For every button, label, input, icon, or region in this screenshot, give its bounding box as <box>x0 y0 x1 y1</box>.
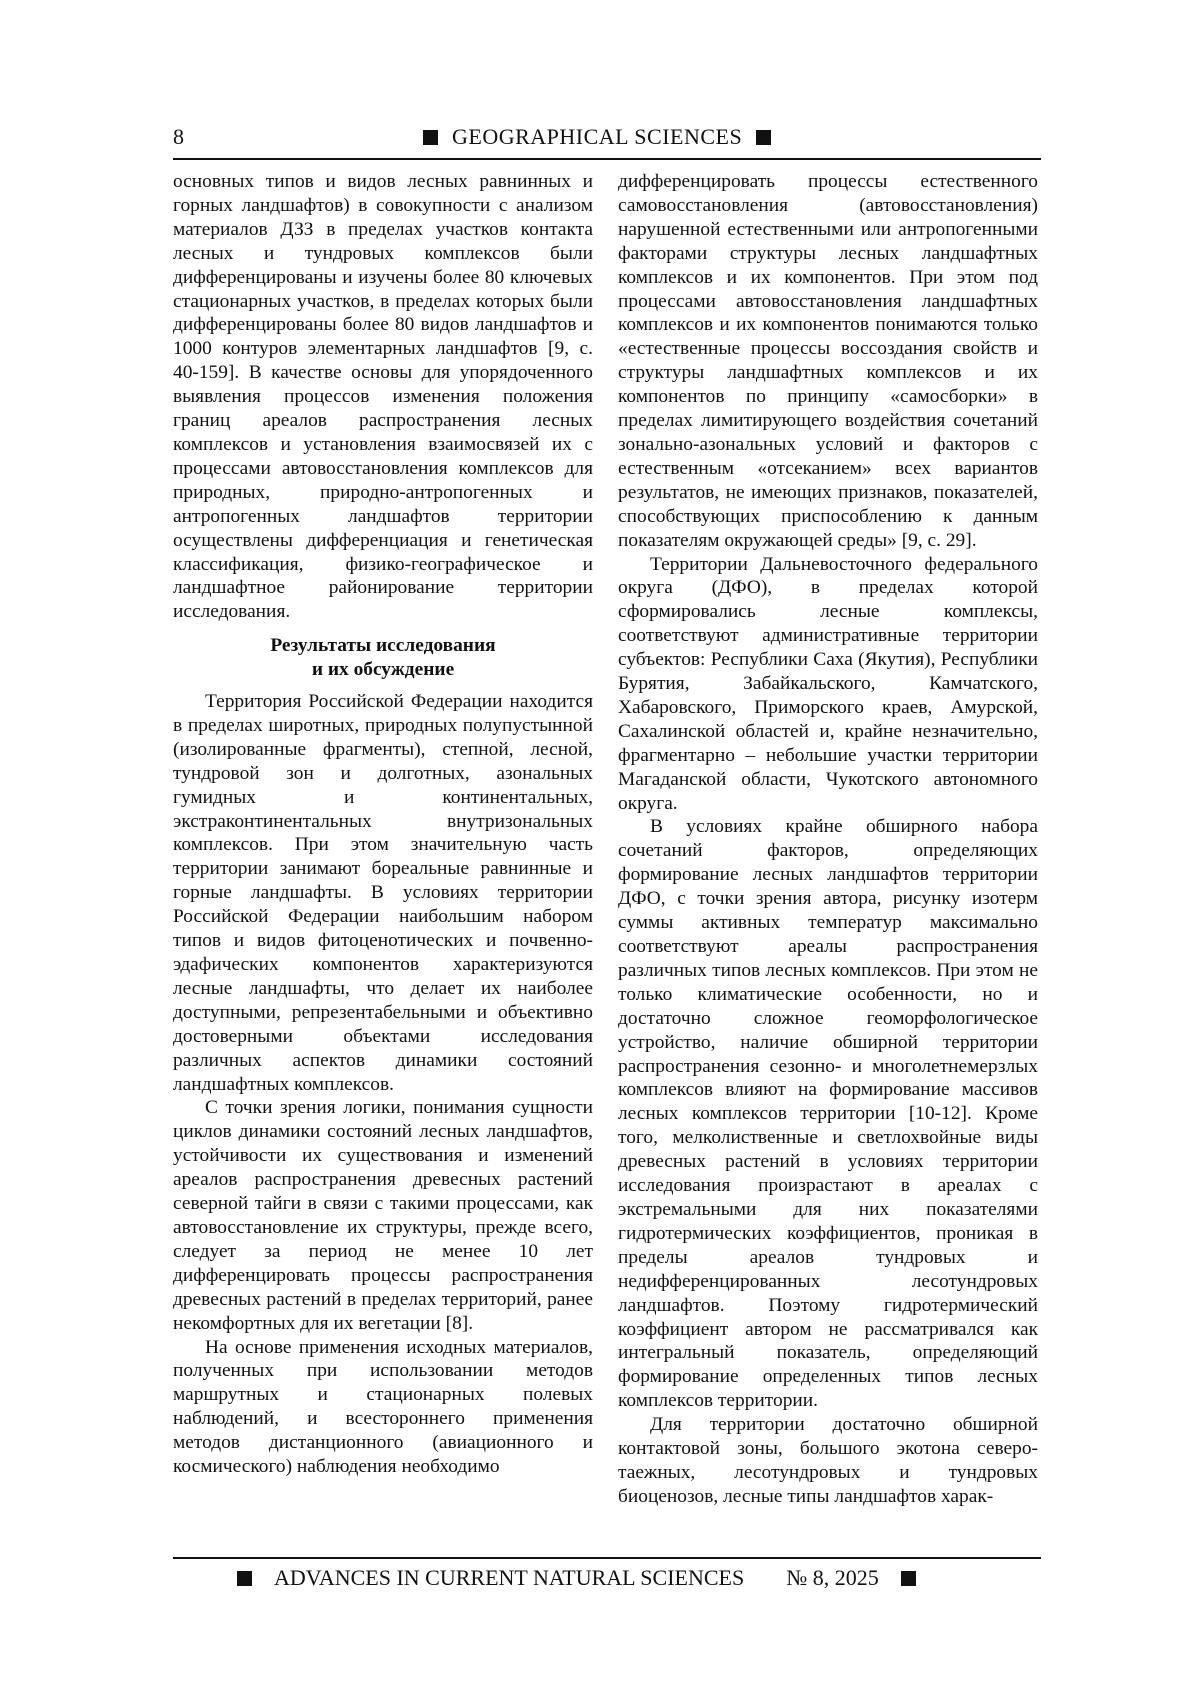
square-bullet-icon <box>901 1571 916 1586</box>
paragraph: С точки зрения логики, понимания сущности циклов динамики состояний лесных ландшафтов, устойчивости их существования и изменений ареалов распространения древесных растений северной тайги в связи с такими процессами, как автовосстановление их структуры, прежде всего, следует за период не менее 10 лет дифференцировать процессы распространения древесных растений в пределах территорий, ранее некомфортных для их вегетации [8]. <box>173 1097 593 1334</box>
paragraph: На основе применения исходных материалов, полученных при использовании методов маршрутных и стационарных полевых наблюдений, и всестороннего применения методов дистанционного (авиационного и космического) наблюдения необходимо <box>173 1336 593 1478</box>
page-number: 8 <box>173 124 184 149</box>
paragraph: Для территории достаточно обширной контактовой зоны, большого экотона северо-таежных, лесотундровых и тундровых биоценозов, лесные типы ландшафтов харак- <box>618 1414 1038 1507</box>
heading-line: Результаты исследования <box>270 635 496 657</box>
page-footer <box>173 1557 1041 1590</box>
page-header <box>173 118 1041 160</box>
journal-name: ADVANCES IN CURRENT NATURAL SCIENCES <box>274 1565 745 1590</box>
square-bullet-icon <box>423 130 438 145</box>
section-title <box>423 124 771 150</box>
right-column <box>618 170 1038 1509</box>
paragraph: Территории Дальневосточного федерального округа (ДФО), в пределах которой сформировались лесные комплексы, соответствуют административные территории субъектов: Республики Саха (Якутия), Республики Бурятия, Забайкальского, Камчатского, Хабаровского, Приморского краев, Амурской, Сахалинской областей и, крайне незначительно, фрагментарно – небольшие участки территории Магаданской области, Чукотского автономного округа. <box>618 553 1038 814</box>
section-heading <box>173 634 593 682</box>
paragraph: основных типов и видов лесных равнинных и горных ландшафтов) в совокупности с анализом материалов ДЗЗ в пределах участков контакта лесных и тундровых комплексов были дифференцированы и изучены более 80 ключевых стационарных участков, в пределах которых были дифференцированы более 80 видов ландшафтов и 1000 контуров элементарных ландшафтов [9, с. 40-159]. В качестве основы для упорядоченного выявления процессов изменения положения границ ареалов распространения лесных комплексов и установления взаимосвязей их с процессами автовосстановления комплексов для природных, природно-антропогенных и антропогенных ландшафтов территории осуществлены дифференциация и генетическая классификация, физико-географическое и ландшафтное районирование территории исследования. <box>173 171 593 623</box>
paragraph: дифференцировать процессы естественного самовосстановления (автовосстановления) нарушенной естественными или антропогенными факторами структуры лесных ландшафтных комплексов и их компонентов. При этом под процессами автовосстановления ландшафтных комплексов и их компонентов понимаются только «естественные процессы воссоздания свойств и структуры ландшафтных комплексов и их компонентов по принципу «самосборки» в пределах лимитирующего воздействия сочетаний зонально-азональных условий и факторов с естественным «отсеканием» всех вариантов результатов, не имеющих признаков, показателей, способствующих приспособлению к данным показателям окружающей среды» [9, с. 29]. <box>618 171 1038 551</box>
issue-number: № 8, 2025 <box>786 1565 879 1590</box>
section-name: GEOGRAPHICAL SCIENCES <box>452 124 743 149</box>
paragraph: В условиях крайне обширного набора сочетаний факторов, определяющих формирование лесных ландшафтов территории ДФО, с точки зрения автора, рисунку изотерм суммы активных температур максимально соответствуют ареалы распространения различных типов лесных комплексов. При этом не только климатические особенности, но и достаточно сложное геоморфологическое устройство, наличие обширной территории распространения сезонно- и многолетнемерзлых комплексов влияют на формирование массивов лесных комплексов территории [10-12]. Кроме того, мелколиственные и светлохвойные виды древесных растений в условиях территории исследования произрастают в ареалах с экстремальными для них показателями гидротермических коэффициентов, проникая в пределы ареалов тундровых и недифференцированных лесотундровых ландшафтов. Поэтому гидротермический коэффициент автором не рассматривался как интегральный показатель, определяющий формирование определенных типов лесных комплексов территории. <box>618 816 1038 1412</box>
paragraph: Территория Российской Федерации находится в пределах широтных, природных полупустынной (изолированные фрагменты), степной, лесной, тундровой зон и долготных, азональных гумидных и континентальных, экстраконтинентальных внутризональных комплексов. При этом значительную часть территории занимают бореальные равнинные и горные ландшафты. В условиях территории Российской Федерации наибольшим набором типов и видов фитоценотических и почвенно-эдафических компонентов характеризуются лесные ландшафты, что делает их наиболее доступными, репрезентабельными и объективно достоверными объектами исследования различных аспектов динамики состояний ландшафтных комплексов. <box>173 691 593 1095</box>
journal-footer <box>237 1565 916 1591</box>
square-bullet-icon <box>237 1571 252 1586</box>
heading-line: и их обсуждение <box>311 659 455 681</box>
square-bullet-icon <box>756 130 771 145</box>
left-column <box>173 170 593 1479</box>
